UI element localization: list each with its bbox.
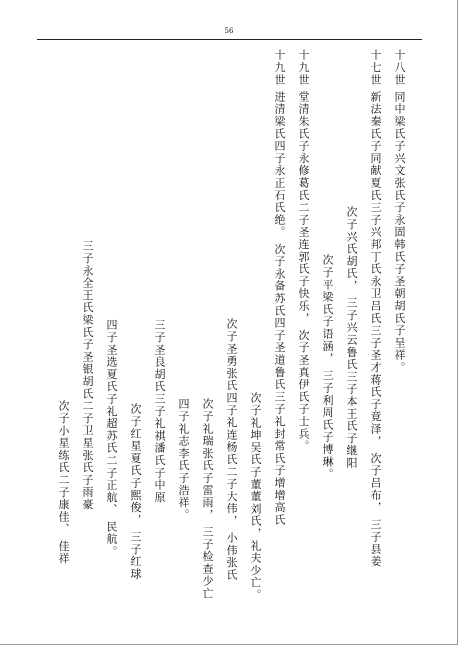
header-rule <box>37 39 422 40</box>
genealogy-column: 十八世 同中梁氏子兴文张氏子永固韩氏子圣朝胡氏子呈祥。 <box>393 49 406 374</box>
genealogy-column: 次子圣勇张氏四子礼连杨氏二子大伟， 小伟张氏 <box>225 318 238 582</box>
genealogy-column: 三子圣良胡氏三子礼祺潘氏子中原 <box>153 319 166 504</box>
genealogy-column: 次子礼坤吴氏子董董刘氏，礼夫少亡。 <box>249 392 262 602</box>
genealogy-column: 四子礼志李氏子浩祥。 <box>177 398 190 521</box>
genealogy-column: 次子兴氏胡氏， 三子兴云鲁氏三子本王氏子继阳 <box>345 206 358 470</box>
genealogy-column: 三子永全王氏梁氏子圣银胡氏二子卫星张氏子雨豪 <box>81 240 94 511</box>
genealogy-column: 次子礼瑞张氏子雷雨， 三子检查少亡 <box>201 398 214 600</box>
genealogy-column: 十七世 新法秦氏子同献夏氏三子兴邦丁氏永卫吕氏三子圣才蒋氏子竟泽， 次子吕布， 三子县姜 <box>369 49 382 568</box>
genealogy-column: 十九世 堂清朱氏子永修葛氏二子圣连郭氏子快乐， 次子圣真伊氏子士兵。 <box>297 49 310 453</box>
genealogy-column: 四子圣选夏氏子礼超苏氏二子正航、 民航。 <box>105 319 118 558</box>
genealogy-column: 次子平梁氏子语涵， 三子利周氏子博琳。 <box>321 254 334 481</box>
page-number: 56 <box>224 27 234 35</box>
genealogy-column: 次子小星练氏二子康佳、 佳祥 <box>57 400 70 565</box>
genealogy-column: 次子红星夏氏子熙俊， 三子红球 <box>129 403 142 580</box>
genealogy-column: 十九世 进清梁氏四子永正石氏绝。 次子永备苏氏四子圣道鲁氏三子礼封常氏子增增高氏 <box>273 49 286 526</box>
